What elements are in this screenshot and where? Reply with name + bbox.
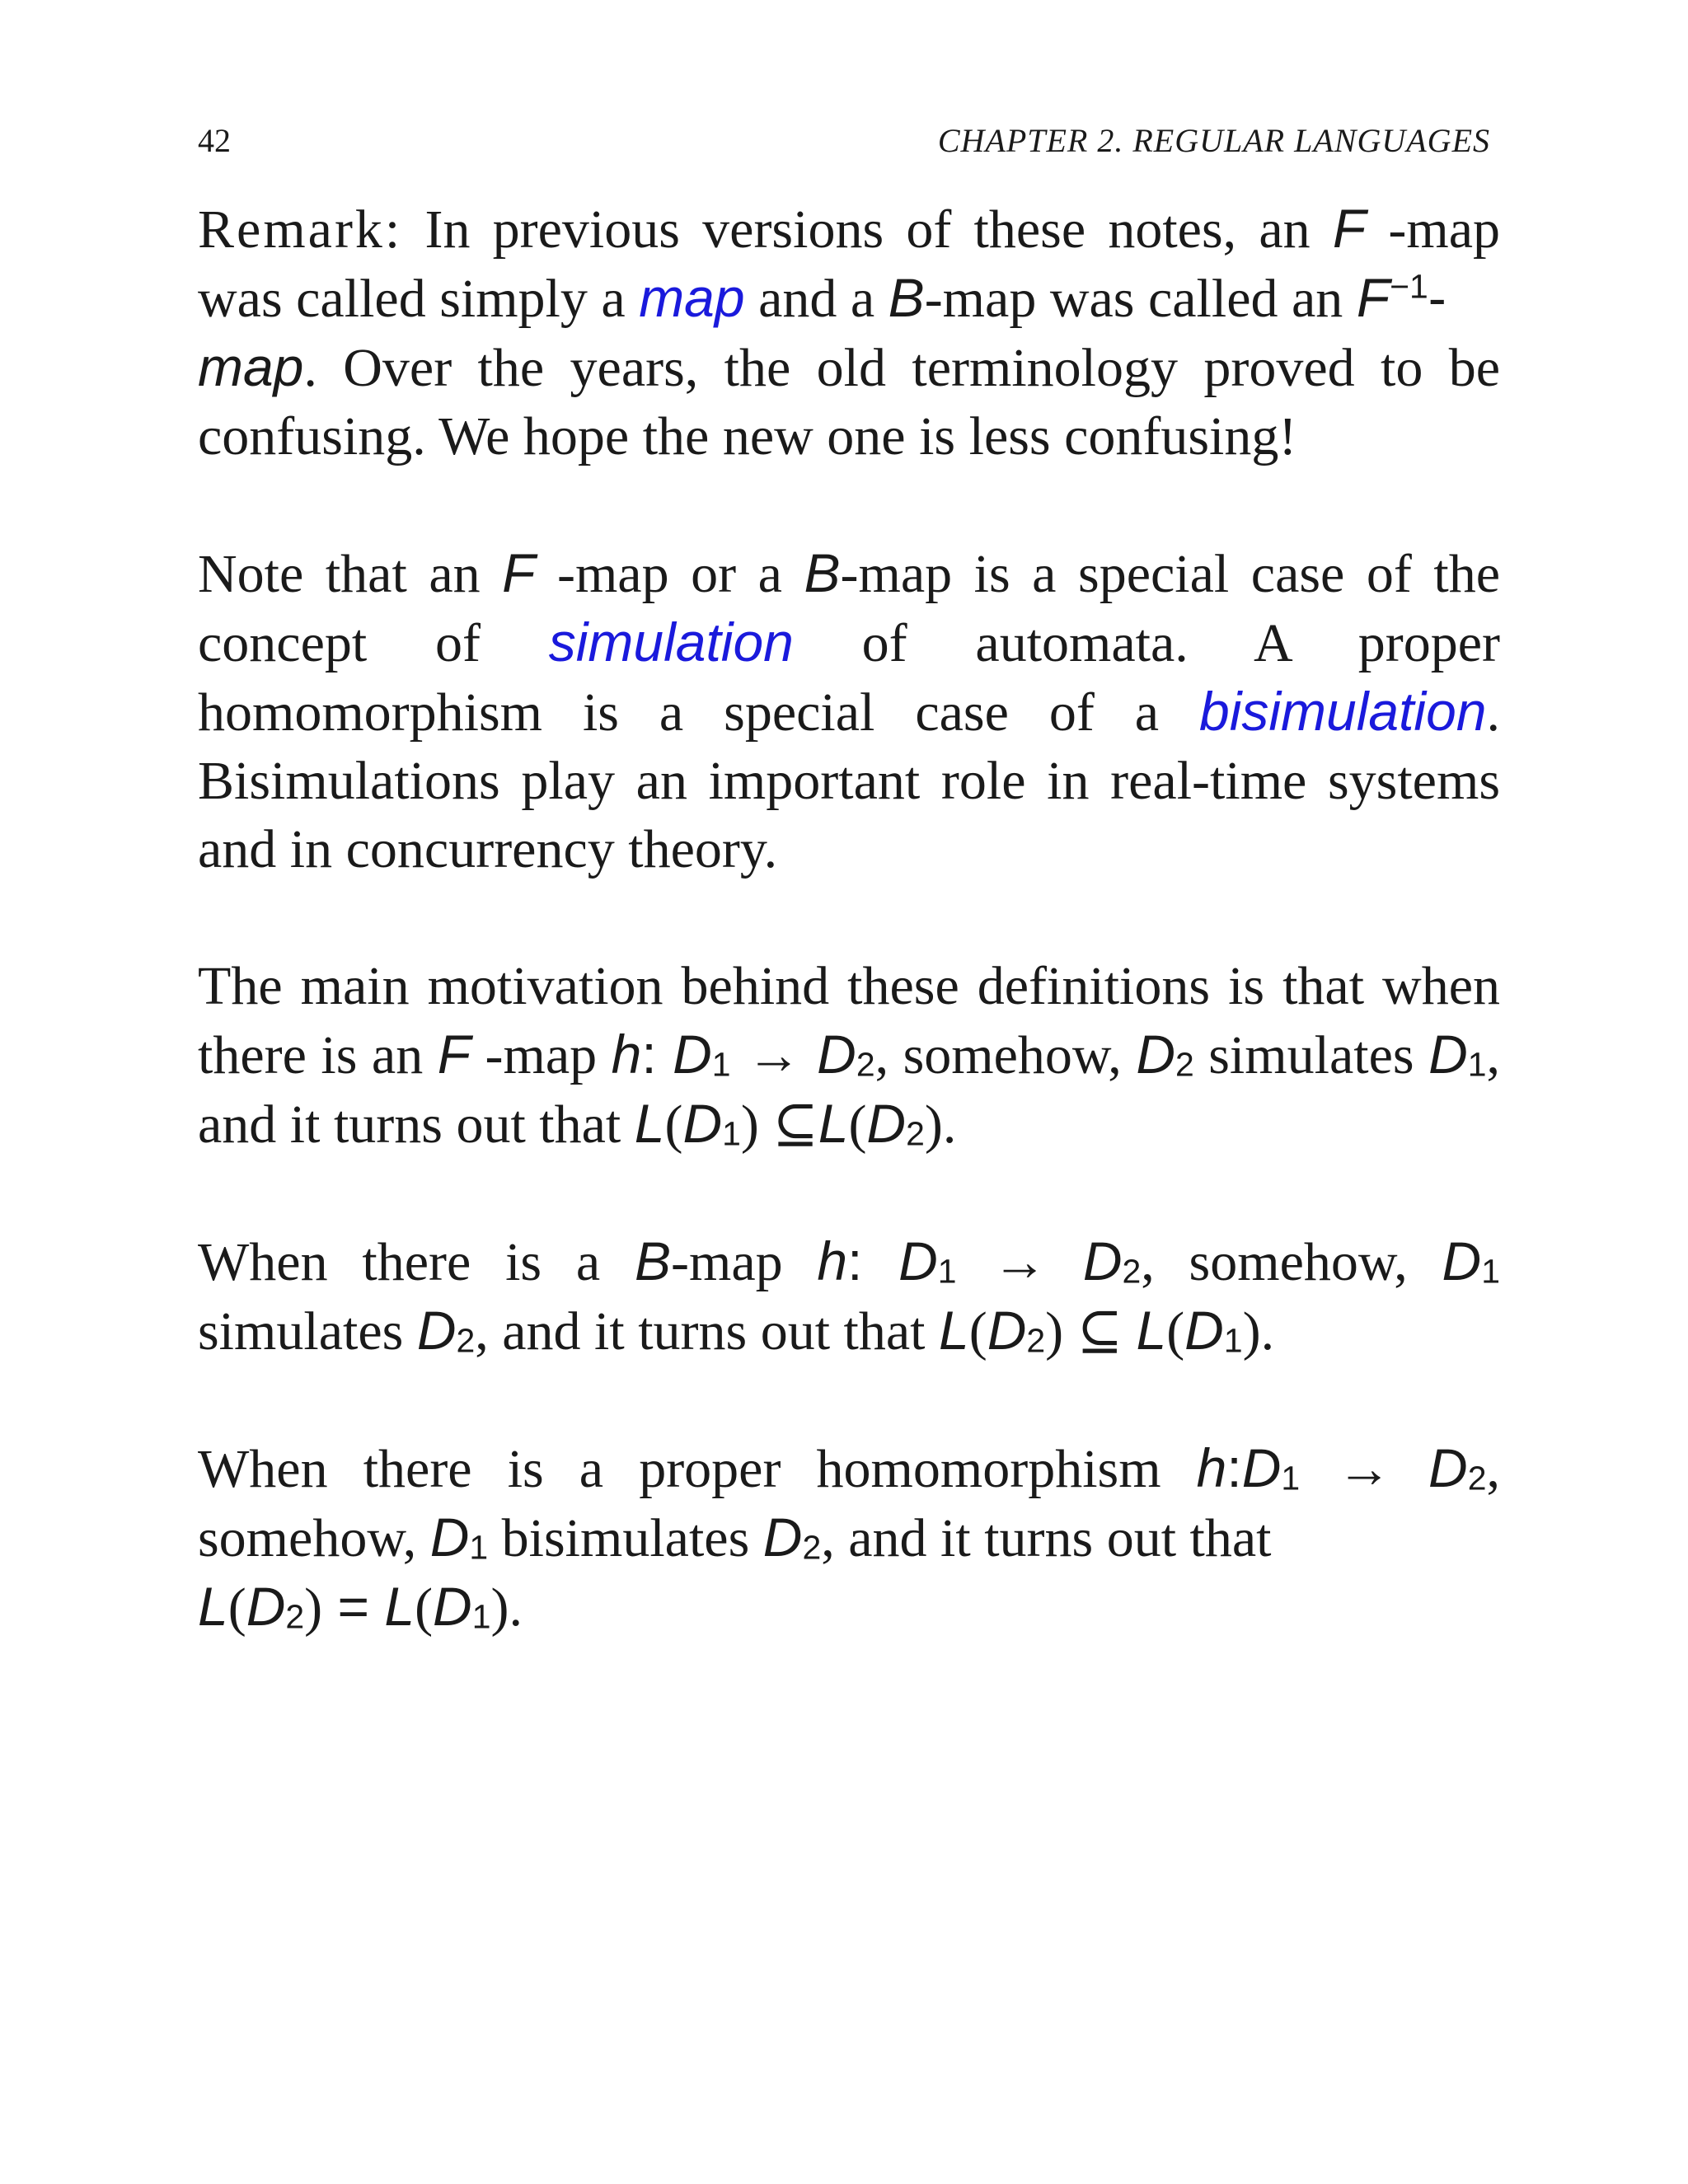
math-arrow: → bbox=[730, 1024, 818, 1085]
math-arrow: → bbox=[1300, 1437, 1429, 1498]
remark-label: Remark: bbox=[198, 199, 403, 260]
math-subseteq: ⊆ bbox=[1063, 1301, 1137, 1361]
paragraph-motivation: The main motivation behind these definitions is that when there is an F -map h: $D_1 \to D_2$, somehow, $D_2$ simulates $D_1$, and it turns out that $L(D_1)$ $⊆L(D_2)$. bbox=[198, 956, 1500, 1155]
math-B: B bbox=[888, 267, 925, 328]
math-F: F bbox=[502, 542, 536, 603]
math-B: B bbox=[804, 542, 841, 603]
map-italic: map bbox=[198, 336, 304, 397]
math-F: F bbox=[437, 1024, 471, 1085]
paragraph-homomorphism: When there is a proper homomorphism $h:D_1 \to D_2$, somehow, $D_1$ bisimulates $D_2$, and it turns out that $L(D_2) = L(D_1)$. bbox=[198, 1437, 1500, 1638]
math-h: h bbox=[817, 1230, 848, 1291]
math-h: h bbox=[1196, 1437, 1227, 1498]
page-number: 42 bbox=[198, 122, 231, 159]
link-bisimulation[interactable]: bisimulation bbox=[1199, 681, 1487, 742]
math-B: B bbox=[634, 1230, 672, 1291]
paragraph-remark: Remark: In previous versions of these notes, an F -map was called simply a map and a B-map was called an $F^{-1}-$ map. Over the years, the old terminology proved to be confusing. We hope the new one is less confusing! bbox=[198, 198, 1501, 466]
paragraph-simulation: Note that an F -map or a B-map is a special case of the concept of simulation of automata. A proper homomorphism is a special case of a bisimulation. Bisimulations play an important role in real-time systems and in concurrency theory. bbox=[198, 542, 1500, 879]
math-F-inverse: F bbox=[1356, 267, 1390, 328]
math-equals: = bbox=[322, 1576, 385, 1637]
page-header bbox=[198, 120, 1490, 162]
link-simulation[interactable]: simulation bbox=[548, 612, 794, 673]
math-h: h bbox=[611, 1024, 642, 1085]
link-map[interactable]: map bbox=[639, 267, 745, 328]
math-subseteq: ⊆ bbox=[758, 1094, 818, 1155]
math-superscript-minus-one: −1 bbox=[1390, 267, 1428, 306]
page-body bbox=[198, 194, 1500, 1710]
running-head: CHAPTER 2. REGULAR LANGUAGES bbox=[937, 122, 1490, 159]
paragraph-b-map: When there is a B-map h: $D_1 \to D_2$, somehow, $D_1$ simulates $D_2$, and it turns out that $L(D_2)$ ⊆ $L(D_1)$. bbox=[198, 1230, 1500, 1361]
math-F: F bbox=[1332, 198, 1367, 259]
math-arrow: → bbox=[956, 1230, 1083, 1291]
